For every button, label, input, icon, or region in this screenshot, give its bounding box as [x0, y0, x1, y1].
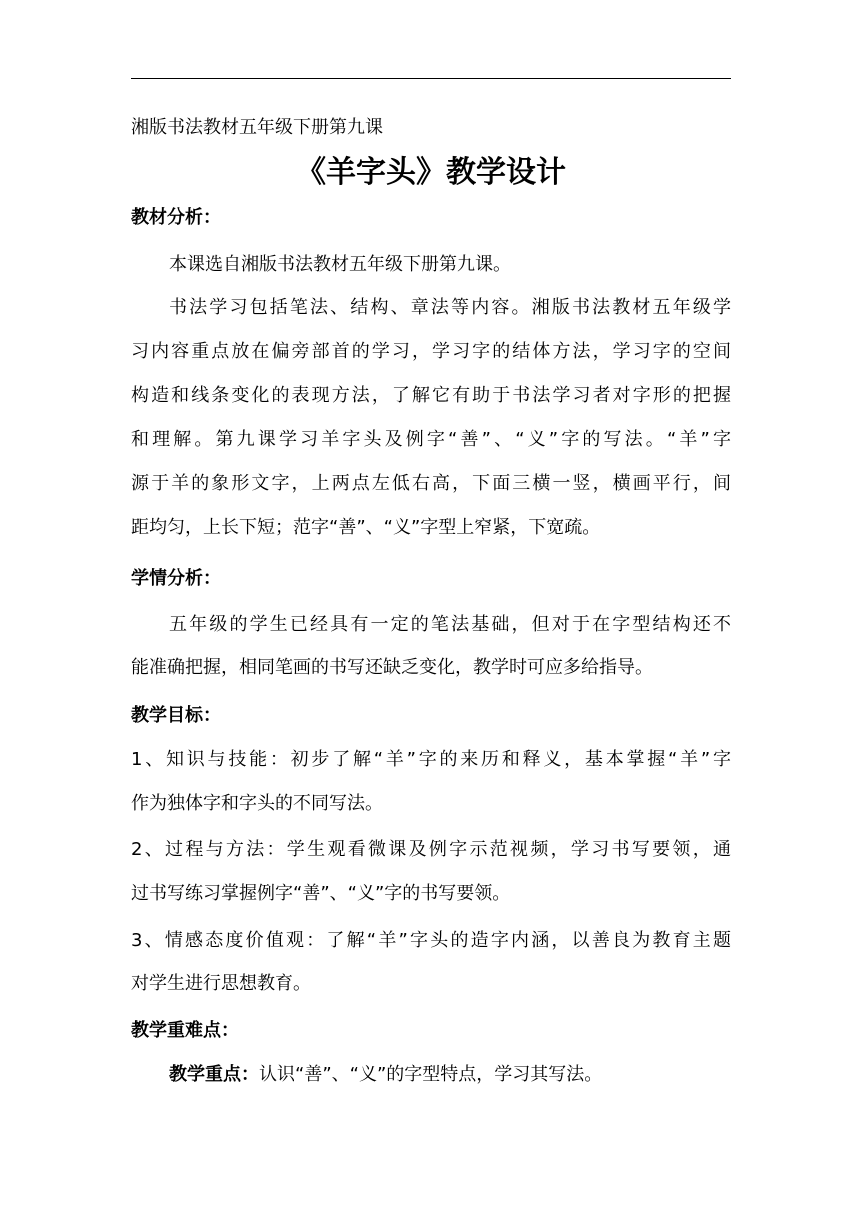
lesson-subtitle: 湘版书法教材五年级下册第九课: [131, 117, 383, 138]
goal-1-line: 1、知识与技能：初步了解“羊”字的来历和释义，基本掌握“羊”字: [131, 749, 731, 770]
goal-1-line: 作为独体字和字头的不同写法。: [131, 793, 383, 814]
header-rule: [131, 78, 731, 79]
student-paragraph-line: 五年级的学生已经具有一定的笔法基础，但对于在字型结构还不: [169, 614, 731, 635]
goal-3-line: 对学生进行思想教育。: [131, 973, 311, 994]
material-paragraph-2-line: 书法学习包括笔法、结构、章法等内容。湘版书法教材五年级学: [169, 297, 731, 318]
material-paragraph-2-line: 源于羊的象形文字，上两点左低右高，下面三横一竖，横画平行，间: [131, 473, 731, 494]
material-paragraph-1: 本课选自湘版书法教材五年级下册第九课。: [169, 254, 511, 275]
student-analysis-heading: 学情分析：: [131, 568, 221, 589]
goal-3-line: 3、情感态度价值观：了解“羊”字头的造字内涵，以善良为教育主题: [131, 930, 731, 951]
student-paragraph-line: 能准确把握，相同笔画的书写还缺乏变化，教学时可应多给指导。: [131, 657, 653, 678]
material-paragraph-2-line: 和理解。第九课学习羊字头及例字“善”、“义”字的写法。“羊”字: [131, 429, 731, 450]
page-title: 《羊字头》教学设计: [296, 155, 566, 190]
teaching-goals-heading: 教学目标：: [131, 705, 221, 726]
key-point-text: 认识“善”、“义”的字型特点，学习其写法。: [259, 1064, 603, 1085]
key-point-line: [131, 1063, 731, 1087]
material-paragraph-2-line: 构造和线条变化的表现方法，了解它有助于书法学习者对字形的把握: [131, 385, 731, 406]
material-paragraph-2-line: 习内容重点放在偏旁部首的学习，学习字的结体方法，学习字的空间: [131, 341, 731, 362]
goal-2-line: 过书写练习掌握例字“善”、“义”字的书写要领。: [131, 883, 511, 904]
goal-2-line: 2、过程与方法：学生观看微课及例字示范视频，学习书写要领，通: [131, 839, 731, 860]
material-paragraph-2-line: 距均匀，上长下短；范字“善”、“义”字型上窄紧，下宽疏。: [131, 517, 601, 538]
key-point-label: 教学重点：: [169, 1064, 259, 1085]
key-difficulty-heading: 教学重难点：: [131, 1020, 239, 1041]
material-analysis-heading: 教材分析：: [131, 207, 221, 228]
